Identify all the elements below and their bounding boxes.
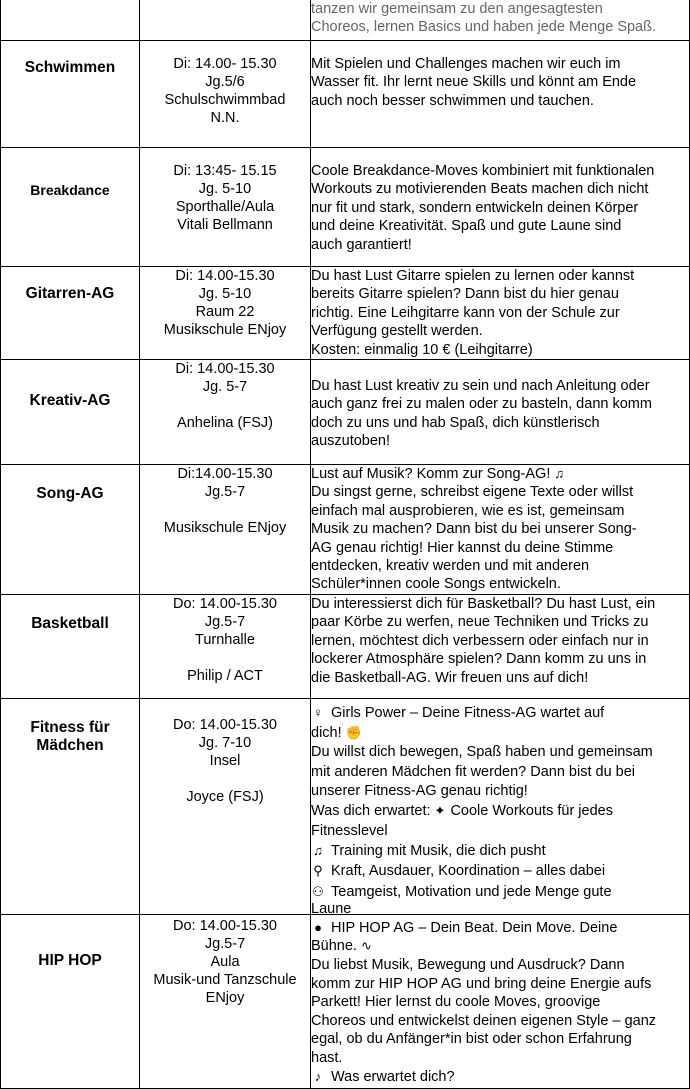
ag-leader: Vitali Bellmann [177,217,273,233]
ag-description [311,914,690,1088]
desc-line: Teamgeist, Motivation und jede Menge gute [331,883,612,900]
desc-line: dich! [311,725,342,742]
desc-line: einfach mal ausprobieren, wie es ist, gemeinsam [311,502,625,519]
desc-line: Fitnesslevel [311,822,388,839]
ag-info-cell [140,465,311,595]
ag-time: Di: 14.00- 15.30 [173,56,277,72]
desc-line: auszutoben! [311,433,391,450]
sparkles-icon: ✦ [434,803,446,819]
ag-name: HIP HOP [38,951,102,969]
desc-line: Bühne. [311,938,357,955]
ag-info-cell [140,914,311,1088]
table-row [1,267,690,360]
ag-leader-2: ENjoy [205,989,245,1006]
flex-icon: ✊ [345,725,362,741]
ag-description [311,0,690,41]
desc-line: auch garantiert! [311,236,412,253]
weightlifter-icon: ⚲ [313,863,323,879]
ag-time: Do: 14.00-15.30 [173,595,277,612]
ag-location: Raum 22 [195,304,255,320]
desc-line: Coole Workouts für jedes [450,803,613,820]
desc-line: auch noch besser schwimmen und tauchen. [311,92,594,109]
table-row [1,148,690,267]
ag-grade: Jg. 7-10 [198,734,252,751]
desc-line: paar Körbe zu werfen, neue Techniken und Tricks zu [311,614,649,631]
desc-line: bereits Gitarre spielen? Dann bist du hier genau [311,286,619,303]
ag-name-cell [1,465,140,595]
desc-line: Verfügung gestellt werden. [311,323,483,340]
desc-line: Was dich erwartet: [311,803,431,820]
desc-line: Parkett! Hier lernst du coole Moves, groovige [311,994,601,1011]
desc-line: Du singst gerne, schreibst eigene Texte oder willst [311,484,634,501]
desc-line: mit anderen Mädchen fit werden? Dann bist du bei [311,763,636,780]
ag-description [311,594,690,698]
ag-grade: Jg.5-7 [204,613,246,630]
desc-line: Training mit Musik, die dich pusht [331,842,546,859]
desc-line: Laune [311,901,352,914]
desc-line: Choreos, lernen Basics und haben jede Menge Spaß. [311,19,656,36]
ag-location: Insel [209,752,241,769]
ag-name-cell [1,698,140,914]
table-row [1,41,690,148]
fire-drop-icon: ● [314,919,322,935]
desc-line: Mit Spielen und Challenges machen wir euch im [311,56,621,72]
ag-time: Di: 14.00-15.30 [175,268,275,284]
ag-info-cell [140,148,311,267]
ag-grade: Jg.5/6 [205,74,245,90]
desc-line: AG genau richtig! Hier kannst du deine Stimme [311,539,614,556]
desc-line: Workouts zu motivierenden Beats machen dich nicht [311,181,649,198]
desc-line: doch zu uns und hab Spaß, dich künstlerisch [311,414,600,431]
ag-description [311,148,690,267]
desc-line: komm zur HIP HOP AG und bring deine Energie aufs [311,975,652,992]
desc-line: egal, ob du Anfänger*in bist oder schon Erfahrung [311,1031,632,1048]
desc-line: Choreos und entwickelst deinen eigenen Style – ganz [311,1012,657,1029]
desc-line: Musik zu machen? Dann bist du bei unserer Song- [311,521,637,538]
desc-line: Kosten: einmalig 10 € (Leihgitarre) [311,341,533,358]
desc-line: Du willst dich bewegen, Spaß haben und gemeinsam [311,744,653,761]
ag-location: Turnhalle [195,631,255,648]
table-row [1,0,690,41]
ag-description [311,465,690,595]
desc-line: Was erwartet dich? [331,1068,455,1085]
muscle-flower-icon: ♀ [313,704,323,720]
desc-line: Wasser fit. Ihr lernt neue Skills und könnt am Ende [311,74,637,91]
ag-info-cell [140,41,311,148]
ag-info-cell [140,267,311,360]
music-notes-icon: ♫ [554,466,565,482]
music-note-icon: ♪ [314,1068,322,1084]
table-row [1,594,690,698]
desc-line: nur fit und stark, sondern entwickeln deinen Körper [311,199,639,216]
desc-line: unserer Fitness-AG genau richtig! [311,783,528,800]
ag-description [311,41,690,148]
ag-info-cell [140,360,311,465]
desc-line: auch ganz frei zu malen oder zu basteln, dann komm [311,396,652,413]
ag-grade: Jg. 5-10 [198,181,252,197]
ag-leader: Philip / ACT [187,667,263,684]
ag-name: Fitness für [30,718,110,736]
desc-line: Kraft, Ausdauer, Koordination – alles dabei [331,863,606,880]
ag-time: Di: 13:45- 15.15 [173,163,277,179]
ag-grade: Jg. 5-10 [198,286,252,302]
desc-line: tanzen wir gemeinsam zu den angesagtesten [311,1,603,17]
ag-leader: N.N. [210,110,240,126]
table-row [1,914,690,1088]
table-row [1,698,690,914]
ag-location: Sporthalle/Aula [175,199,275,215]
ag-leader: Anhelina (FSJ) [177,415,273,432]
ag-location: Schulschwimmbad [164,92,286,108]
ag-time: Di: 14.00-15.30 [175,361,275,378]
ag-name: Mädchen [36,736,104,754]
desc-line: Du hast Lust kreativ zu sein und nach Anleitung oder [311,378,650,395]
desc-line: Du liebst Musik, Bewegung und Ausdruck? Dann [311,957,625,974]
wave-icon: ∿ [360,938,372,954]
desc-line: Girls Power – Deine Fitness-AG wartet auf [331,704,605,721]
ag-leader: Musikschule ENjoy [163,322,287,338]
ag-name: Schwimmen [24,59,116,76]
ag-name-cell [1,914,140,1088]
team-icon: ⚇ [312,883,324,899]
desc-line: lockerer Atmosphäre spielen? Dann komm zu uns in [311,651,647,668]
desc-line: Lust auf Musik? Komm zur Song-AG! [311,466,551,483]
ag-leader: Joyce (FSJ) [186,788,264,805]
desc-line: Schüler*innen coole Songs entwickeln. [311,576,561,593]
ag-name: Gitarren-AG [25,285,115,302]
ag-grade: Jg.5-7 [204,935,246,952]
ag-time: Di:14.00-15.30 [177,466,273,483]
desc-line: entdecken, kreativ werden und mit anderen [311,558,590,575]
desc-line: Coole Breakdance-Moves kombiniert mit funktionalen [311,163,655,179]
ag-description [311,698,690,914]
ag-name: Song-AG [36,485,104,503]
ag-leader: Musik-und Tanzschule [153,971,297,988]
desc-line: Du interessierst dich für Basketball? Du hast Lust, ein [311,595,656,612]
ag-grade: Jg.5-7 [204,484,246,501]
ag-name: Breakdance [30,182,110,198]
desc-line: die Basketball-AG. Wir freuen uns auf dich! [311,669,589,686]
ag-grade: Jg. 5-7 [202,379,248,396]
ag-info-cell [140,698,311,914]
ag-name-cell [1,41,140,148]
ag-time: Do: 14.00-15.30 [173,716,277,733]
desc-line: hast. [311,1050,343,1067]
ag-description [311,360,690,465]
desc-line: und deine Kreativität. Spaß und gute Laune sind [311,218,622,235]
ag-name-cell [1,360,140,465]
table-row [1,465,690,595]
ag-time: Do: 14.00-15.30 [173,917,277,934]
ag-name-cell [1,148,140,267]
desc-line: HIP HOP AG – Dein Beat. Dein Move. Deine [331,919,618,936]
ag-name-cell [1,267,140,360]
ag-name: Kreativ-AG [29,392,111,410]
ag-name-cell [1,0,140,41]
ag-location: Aula [210,953,240,970]
desc-line: Du hast Lust Gitarre spielen zu lernen oder kannst [311,268,635,284]
ag-description [311,267,690,360]
table-row [1,360,690,465]
ag-name-cell [1,594,140,698]
music-notes-icon: ♫ [313,842,323,858]
ag-name: Basketball [31,614,109,632]
desc-line: lernen, möchtest dich verbessern oder einfach nur in [311,632,649,649]
ag-info-cell [140,594,311,698]
ag-info-cell [140,0,311,41]
ag-leader: Musikschule ENjoy [163,520,287,537]
desc-line: richtig. Eine Leihgitarre kann von der Schule zur [311,304,620,321]
